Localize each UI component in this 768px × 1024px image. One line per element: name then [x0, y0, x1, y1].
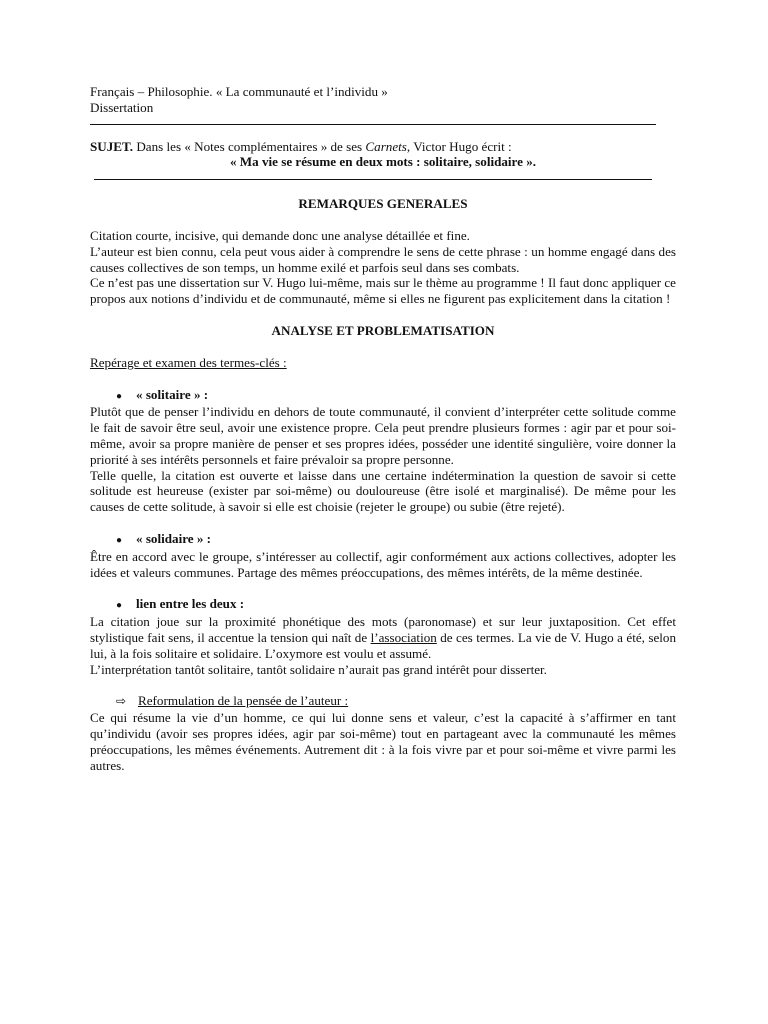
solidaire-paragraph: Être en accord avec le groupe, s’intéresser au collectif, agir conformément aux actions collectives, adopter les idées et valeurs communes. Partage des mêmes préoccupations, des mêmes intérêts, de la même destinée. [90, 548, 676, 580]
lien-paragraph: L’interprétation tantôt solitaire, tantôt solidaire n’aurait pas grand intérêt pour disserter. [90, 661, 547, 677]
document-page [90, 84, 676, 773]
bullet-icon: ● [116, 534, 123, 546]
sujet-work-title: Carnets [365, 138, 407, 154]
sujet-text-after: , Victor Hugo écrit : [406, 138, 512, 154]
remarques-paragraph: Citation courte, incisive, qui demande donc une analyse détaillée et fine. [90, 227, 470, 243]
solidaire-section [90, 549, 676, 581]
document-subtitle: Dissertation [90, 99, 154, 115]
bullet-lien [90, 596, 676, 614]
lien-paragraph [90, 614, 676, 661]
lien-text-before: La citation joue sur la proximité phonétique des mots (paronomase) et sur leur juxtaposition. Cet effet stylistique fait sens, il accentue la tension qui naît de [90, 614, 676, 645]
bullet-icon: ● [116, 390, 123, 402]
sujet-line [90, 139, 676, 155]
solitaire-label: « solitaire » : [136, 386, 209, 402]
reformulation-paragraph: Ce qui résume la vie d’un homme, ce qui lui donne sens et valeur, c’est la capacité à s’affirmer en tant qu’individu (avoir ses propres idées, agir par soi-même) tout en partageant avec la communauté les mêmes préoccupations, les mêmes événements. Autrement dit : à la fois vivre par et pour soi-même et vivre parmi les autres. [90, 710, 676, 773]
solitaire-paragraph: Plutôt que de penser l’individu en dehors de toute communauté, il convient d’interpréter cette solitude comme le fait de savoir être seul, avoir une existence propre. Cela peut prendre plusieurs formes : agir par et pour soi-même, avoir sa propre manière de penser et ses propres idées, posséder une identité singulière, voire donner la priorité à ses intérêts personnels et faire prévaloir sa propre personne. [90, 404, 676, 467]
reformulation-label: Reformulation de la pensée de l’auteur : [138, 693, 349, 709]
document-title: Français – Philosophie. « La communauté et l’individu » [90, 84, 388, 99]
bullet-solidaire [90, 531, 676, 549]
analyse-heading: ANALYSE ET PROBLEMATISATION [271, 322, 495, 338]
solitaire-section [90, 404, 676, 515]
remarques-paragraph: L’auteur est bien connu, cela peut vous aider à comprendre le sens de cette phrase : un homme engagé dans des causes collectives de son temps, un homme exilé et parfois seul dans ses combats. [90, 243, 676, 275]
remarques-section [90, 228, 676, 307]
arrow-right-icon: ⇨ [116, 694, 127, 709]
sujet-text-before: Dans les « Notes complémentaires » de ses [133, 138, 366, 154]
sujet-quote: « Ma vie se résume en deux mots : solitaire, solidaire ». [229, 154, 537, 170]
bullet-solitaire [90, 387, 676, 405]
solitaire-paragraph: Telle quelle, la citation est ouverte et laisse dans une certaine indétermination la question de savoir si cette solitude est heureuse (exister par soi-même) ou douloureuse (être isolé et marginalisé). De même pour les causes de cette solitude, à savoir si elle est choisie (rejeter le groupe) ou subie (être rejeté). [90, 467, 676, 515]
solidaire-label: « solidaire » : [136, 530, 212, 546]
lien-text-after: de ces termes. La vie de V. Hugo a été, selon lui, à la fois solitaire et solidaire. L’oxymore est voulu et assumé. [90, 629, 677, 661]
lien-section [90, 614, 676, 677]
analyse-subheading: Repérage et examen des termes-clés : [90, 354, 287, 370]
remarques-paragraph: Ce n’est pas une dissertation sur V. Hugo lui-même, mais sur le thème au programme ! Il faut donc appliquer ce propos aux notions d’individu et de communauté, même si elles ne figurent pas explicitement dans la citation ! [90, 275, 676, 307]
remarques-heading: REMARQUES GENERALES [298, 196, 468, 212]
lien-label: lien entre les deux : [136, 596, 245, 612]
reformulation-heading-line [90, 693, 676, 710]
sujet-label: SUJET. [90, 138, 134, 154]
reformulation-section [90, 710, 676, 773]
lien-underlined-term: l’association [370, 629, 437, 645]
bullet-icon: ● [116, 600, 123, 612]
